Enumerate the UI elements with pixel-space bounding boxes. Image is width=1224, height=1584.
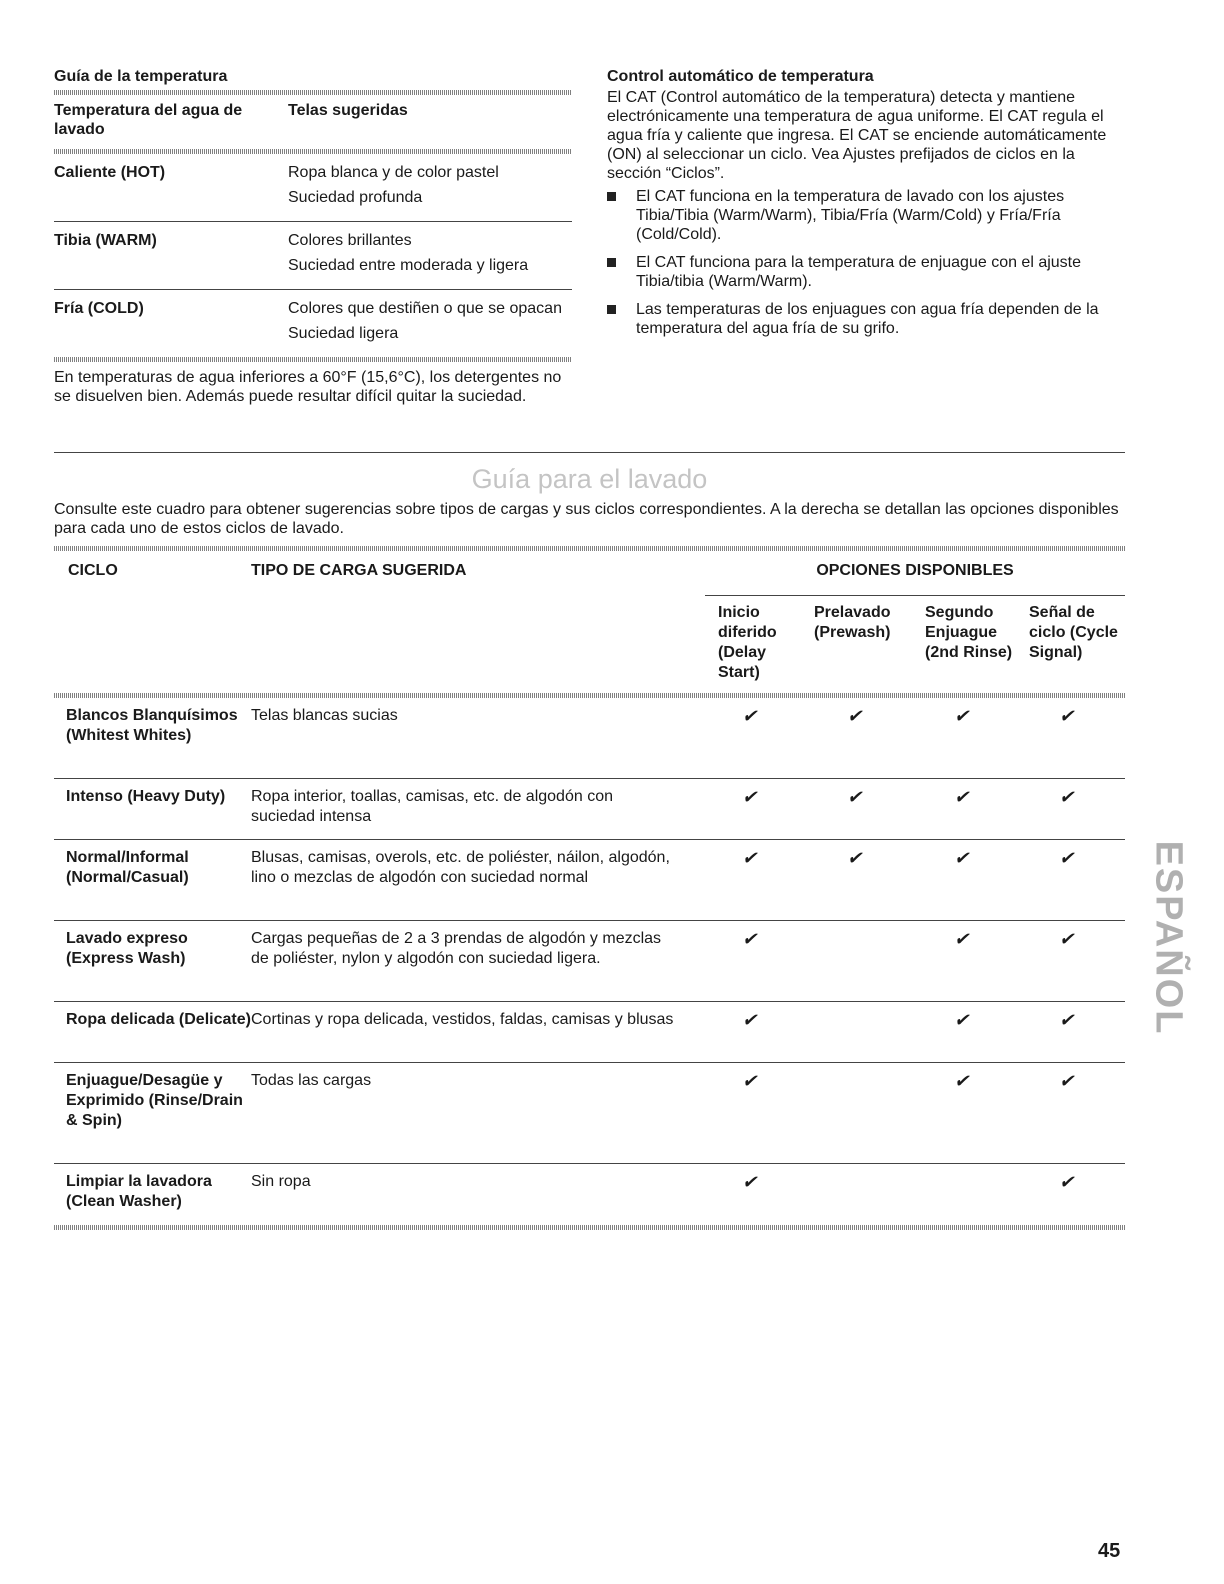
wash-cycle-row [54,1163,1125,1225]
load-type: Telas blancas sucias [251,707,398,724]
wash-table-body [54,698,1125,1225]
header-load-type: TIPO DE CARGA SUGERIDA [251,562,467,579]
header-cycle-signal: Señal de ciclo (Cycle Signal) [1029,604,1118,661]
header-water-temp: Temperatura del agua de lavado [54,102,243,138]
temperature-guide [54,68,572,406]
wash-guide-table [54,546,1125,1230]
header-options: OPCIONES DISPONIBLES [816,562,1014,579]
wash-cycle-row [54,920,1125,1001]
hatched-divider [54,357,572,362]
bullet-text: Las temperaturas de los enjuagues con agua fría dependen de la temperatura del agua fría de su grifo. [636,301,1099,337]
bullet-text: El CAT funciona para la temperatura de enjuague con el ajuste Tibia/tibia (Warm/Warm). [636,254,1082,290]
temperature-label: Caliente (HOT) [54,164,166,181]
cycle-name: Lavado expreso (Express Wash) [66,930,188,967]
second-rinse-check-icon: ✔ [954,787,970,807]
cycle-name: Enjuague/Desagüe y Exprimido (Rinse/Drain & Spin) [66,1072,243,1129]
cycle-signal-check-icon: ✔ [1059,1010,1075,1030]
delay-start-check-icon: ✔ [742,1010,758,1030]
auto-temperature-control [607,68,1125,347]
hatched-divider [54,149,572,154]
load-type: Cortinas y ropa delicada, vestidos, faldas, camisas y blusas [251,1011,674,1028]
prewash-check-icon: ✔ [847,706,863,726]
load-type: Cargas pequeñas de 2 a 3 prendas de algodón y mezclas de poliéster, nylon y algodón con suciedad ligera. [251,930,662,967]
header-cycle: CICLO [68,562,118,579]
hatched-divider [54,90,572,95]
fabric-line: Colores brillantes [288,232,412,249]
temperature-table-header [54,95,572,149]
load-type: Sin ropa [251,1173,311,1190]
load-type: Blusas, camisas, overols, etc. de poliéster, náilon, algodón, lino o mezclas de algodón con suciedad normal [251,849,670,886]
cycle-signal-check-icon: ✔ [1059,848,1075,868]
header-second-rinse: Segundo Enjuague (2nd Rinse) [925,604,1013,661]
square-bullet-icon [607,258,616,267]
suggested-fabrics [288,299,572,349]
second-rinse-check-icon: ✔ [954,929,970,949]
fabric-line: Suciedad entre moderada y ligera [288,257,529,274]
bullet-text: El CAT funciona en la temperatura de lavado con los ajustes Tibia/Tibia (Warm/Warm), Tibia/Fría (Warm/Cold) y Fría/Fría (Cold/Cold). [636,188,1065,243]
auto-temp-bullet [607,300,1125,338]
load-type: Todas las cargas [251,1072,372,1089]
cycle-name: Blancos Blanquísimos (Whitest Whites) [66,707,238,744]
second-rinse-check-icon: ✔ [954,1010,970,1030]
temperature-label: Tibia (WARM) [54,232,157,249]
temperature-label: Fría (COLD) [54,300,144,317]
wash-guide-intro: Consulte este cuadro para obtener sugerencias sobre tipos de cargas y sus ciclos correspondientes. A la derecha se detallan las opciones disponibles para cada uno de estos ciclos de lavado. [54,501,1119,537]
cycle-signal-check-icon: ✔ [1059,929,1075,949]
cycle-signal-check-icon: ✔ [1059,1172,1075,1192]
delay-start-check-icon: ✔ [742,787,758,807]
wash-cycle-row [54,698,1125,778]
cycle-name: Normal/Informal (Normal/Casual) [66,849,189,886]
wash-table-header [54,551,1125,693]
prewash-check-icon: ✔ [847,787,863,807]
language-label: ESPAÑOL [1147,840,1190,1036]
delay-start-check-icon: ✔ [742,848,758,868]
temperature-table-body [54,154,572,357]
wash-guide-title: Guía para el lavado [471,464,708,494]
fabric-line: Suciedad ligera [288,325,399,342]
language-side-tab [1146,818,1190,1058]
delay-start-check-icon: ✔ [742,1071,758,1091]
hatched-divider [54,1225,1125,1230]
fabric-line: Suciedad profunda [288,189,423,206]
fabric-line: Ropa blanca y de color pastel [288,164,499,181]
auto-temp-bullets [607,187,1125,338]
section-divider [54,452,1125,453]
second-rinse-check-icon: ✔ [954,1071,970,1091]
wash-cycle-row [54,839,1125,920]
cycle-signal-check-icon: ✔ [1059,706,1075,726]
temperature-guide-title: Guía de la temperatura [54,68,228,85]
page-number: 45 [1098,1540,1121,1562]
auto-temp-bullet [607,253,1125,291]
temperature-row [54,154,572,221]
header-prewash: Prelavado (Prewash) [814,604,891,641]
prewash-check-icon: ✔ [847,848,863,868]
cycle-name: Ropa delicada (Delicate) [66,1011,251,1028]
header-suggested-fabrics: Telas sugeridas [288,102,408,119]
suggested-fabrics [288,163,572,213]
load-type: Ropa interior, toallas, camisas, etc. de algodón con suciedad intensa [251,788,613,825]
delay-start-check-icon: ✔ [742,706,758,726]
second-rinse-check-icon: ✔ [954,848,970,868]
second-rinse-check-icon: ✔ [954,706,970,726]
auto-temp-bullet [607,187,1125,244]
fabric-line: Colores que destiñen o que se opacan [288,300,562,317]
cycle-signal-check-icon: ✔ [1059,1071,1075,1091]
cycle-name: Intenso (Heavy Duty) [66,788,226,805]
wash-cycle-row [54,1001,1125,1062]
square-bullet-icon [607,192,616,201]
cycle-name: Limpiar la lavadora (Clean Washer) [66,1173,212,1210]
temperature-note: En temperaturas de agua inferiores a 60°F (15,6°C), los detergentes no se disuelven bien. Además puede resultar difícil quitar la suciedad. [54,369,562,405]
delay-start-check-icon: ✔ [742,1172,758,1192]
suggested-fabrics [288,231,572,281]
auto-temp-title: Control automático de temperatura [607,68,874,85]
header-delay-start: Inicio diferido (Delay Start) [718,604,777,681]
wash-cycle-row [54,778,1125,839]
delay-start-check-icon: ✔ [742,929,758,949]
auto-temp-body: El CAT (Control automático de la temperatura) detecta y mantiene electrónicamente una temperatura de agua uniforme. El CAT regula el agua fría y caliente que ingresa. El CAT se enciende automáticamente (ON) al seleccionar un ciclo. Vea Ajustes prefijados de ciclos en la sección “Ciclos”. [607,89,1107,182]
options-underline [705,595,1125,596]
wash-cycle-row [54,1062,1125,1163]
temperature-row [54,289,572,357]
temperature-row [54,221,572,289]
square-bullet-icon [607,305,616,314]
cycle-signal-check-icon: ✔ [1059,787,1075,807]
